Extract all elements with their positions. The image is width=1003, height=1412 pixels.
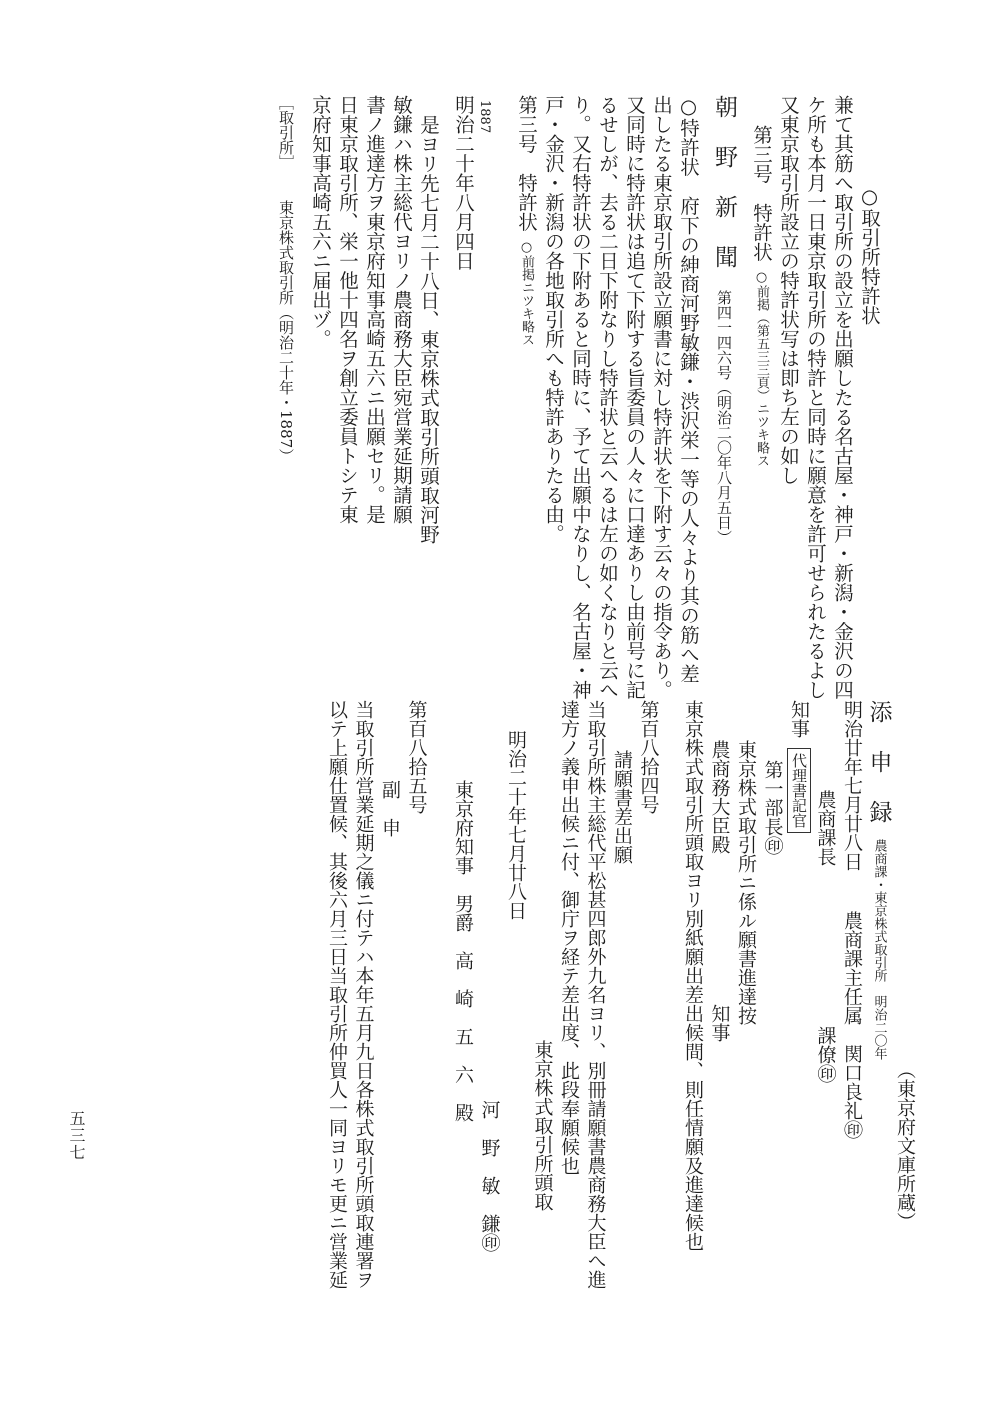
document-title: 添 申 録 [865,700,892,825]
year-note: 1887 [477,100,492,134]
archive-note: （東京府文庫所蔵） [894,1060,916,1231]
president: 河 野 敏 鎌 [478,1100,501,1233]
item1-label: 第三号 特許状 [750,125,773,262]
section-chief-line [812,700,839,1320]
article-line: ○特許状 府下の紳商河野敏鎌・渋沢栄一等の人々より其の筋へ差 [677,95,700,684]
subsidiary-report: 副 申 [379,780,401,837]
item2-note: ○前掲ニツキ略ス [519,239,534,346]
sender: 農商課主任属 関口良礼 [841,911,863,1120]
newspaper-line [710,95,738,595]
article-line: り。又右特許状の下附あると同時に、予て出願中なりし、名古屋・神 [569,95,592,700]
section-heading: ○取引所特許状 [858,185,881,325]
addressee: 農商務大臣殿 [708,740,731,854]
final-line: 当取引所営業延期之儀ニ付テハ本年五月九日各株式取引所頭取連署ヲ [352,700,375,1289]
intro-line: ケ所も本月一日東京取引所の特許と同時に願意を許可せられたるよし [804,95,827,700]
governor-line [786,700,813,1320]
lower-section [324,700,919,1320]
newspaper-name: 朝 野 新 聞 [711,95,737,270]
item1-note: ○前掲（第五三三頁）ニツキ略ス [754,269,769,467]
seal-4: ㊞ [478,1233,501,1252]
page-number: 五三七 [67,1110,86,1161]
record-line: 京府知事高崎五六ニ届出ヅ。 [309,95,332,349]
item2-label: 第三号 特許状 [515,95,538,232]
item1-line [748,95,775,595]
source-text: 東京株式取引所（明治二十年・1887） [277,200,295,464]
seal-2: ㊞ [814,1064,837,1083]
record-line: 敏鎌ハ株主総代ヨリノ農商務大臣宛営業延期請願 [390,95,413,524]
record-date: 明治二十年八月四日 [452,95,475,271]
addressee-line [706,700,733,1320]
dept-head: 第一部長 [761,760,784,836]
record-line: 是ヨリ先七月二十八日、東京株式取引所頭取河野 [417,115,440,544]
subject-line: 東京株式取引所ニ係ル願書進達按 [735,740,757,1025]
source-label: ［取引所］ [277,95,295,170]
petition-line: 達方ノ義申出候ニ付、御庁ヲ経テ差出度、此段奉願候也 [558,700,580,1175]
petition-line: 当取引所株主総代平松甚四郎外九名ヨリ、別冊請願書農商務大臣へ進 [584,700,607,1289]
newspaper-issue: 第四一四六号（明治二〇年八月五日） [715,290,733,545]
number-185: 第百八拾五号 [405,700,428,814]
intro-line: 兼て其筋へ取引所の設立を出願したる名古屋・神戸・新潟・金沢の四 [831,95,854,700]
record-line: 日東京取引所、栄一他十四名ヲ創立委員トシテ東 [336,95,359,524]
article-line: 又同時に特許状は追て下附する旨委員の人々に口達ありし由前号に記 [623,95,646,700]
section-staff: 課僚 [814,1026,837,1064]
date-sender-line [839,700,866,1320]
governor-label: 知事 [788,700,810,738]
seal-3: ㊞ [761,836,784,855]
number-184: 第百八拾四号 [637,700,660,814]
governor-address: 東京府知事 男爵 高 崎 五 六 殿 [452,780,474,1122]
deputy-box: 代理書記官 [787,748,811,833]
title-line [865,700,892,1320]
title-note: 農商課・東京株式取引所 明治二〇年 [871,839,887,1060]
final-line: 以テ上願仕置候、其後六月三日当取引所仲買人一同ヨリモ更ニ営業延 [326,700,348,1289]
date-1: 明治廿年七月廿八日 [841,700,863,871]
section-chief: 農商課長 [814,790,837,866]
article-line: 戸・金沢・新潟の各地取引所へも特許ありたる由。 [542,95,565,544]
body-line: 東京株式取引所頭取ヨリ別紙願出差出候間、則任情願及進達候也 [682,700,704,1251]
president-line [476,700,503,1320]
article-line: るせしが、去る二日下附なりし特許状と云へるは左の如くなりと云へ [596,95,619,700]
date-2: 明治二十年七月廿八日 [505,730,527,920]
source-line [272,95,299,595]
intro-line: 又東京取引所設立の特許状写は即ち左の如し [777,95,800,485]
item2-line [513,95,540,595]
dept-head-line [759,700,786,1320]
seal-1: ㊞ [841,1120,863,1139]
upper-section [272,95,883,700]
petition-title: 請願書差出願 [611,750,633,864]
org-line: 東京株式取引所頭取 [531,1040,554,1211]
signer: 知事 [708,1004,731,1042]
record-line: 書ノ進達方ヲ東京府知事高崎五六ニ出願セリ。是 [363,95,386,524]
article-line: 出したる東京取引所設立願書に対し特許状を下附す云々の指令あり。 [650,95,673,700]
